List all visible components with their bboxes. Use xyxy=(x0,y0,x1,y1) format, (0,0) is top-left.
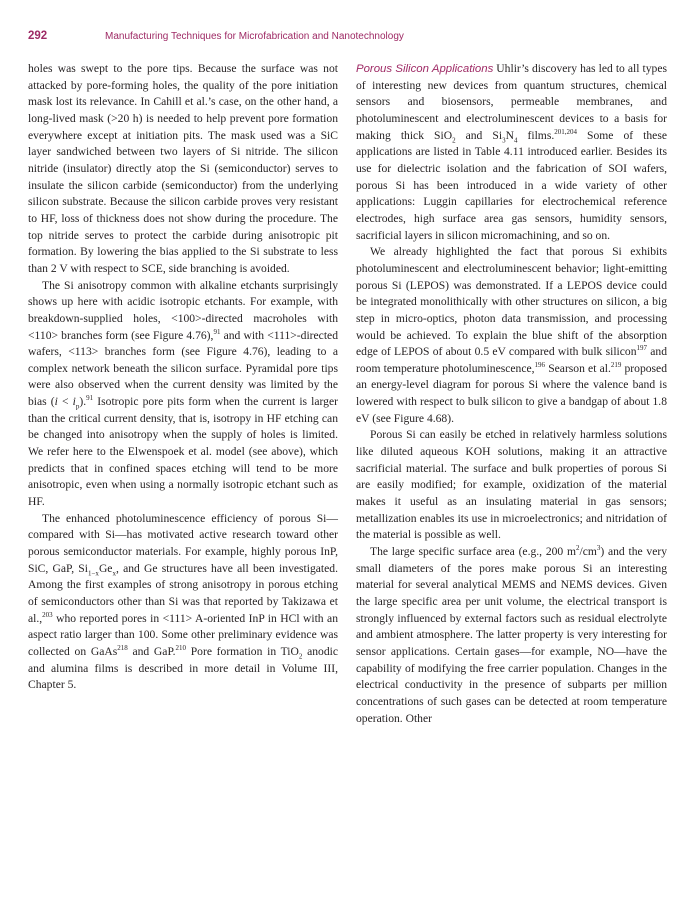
paragraph: The large specific surface area (e.g., 200 $m^2/cm^3$) and the very small diameters of the pores make porous Si an interesting material for several analytical MEMS and NEMS devices. Given the large specific area per unit volume, the electrical transport is strongly influenced by external factors such as residual electrolyte and ambient atmosphere. The latter property is very interesting for sensor applications. Certain gases—for example, NO—have the capability of modifying the free carrier population. Changes in the electrical conductivity in the presence of subparts per million concentrations of such gases can be detected at room temperature operation. Other xyxy=(356,544,667,725)
paragraph: holes was swept to the pore tips. Because the surface was not attacked by pore-forming holes, the quality of the pore initiation mask lost its relevance. In Cahill et al.’s case, on the other hand, a long-lived mask (>20 h) is needed to help prevent pore formation everywhere except at initiation pits. The mask used was a SiC layer sandwiched between two layers of Si nitride. The silicon nitride (insulator) directly atop the Si (semiconductor) serves to insulate the silicon carbide (semiconductor) from the underlying silicon substrate. Because the silicon carbide proves very resistant to HF, loss of thickness does not show during the procedure. The top nitride serves to protect the carbide during anisotropic pit formation. By lowering the bias applied to the Si substrate to less than 2 V with respect to SCE, side branching is avoided. xyxy=(28,62,338,275)
left-column xyxy=(28,61,338,694)
paragraph: The enhanced photoluminescence efficiency of porous Si—compared with Si—has motivated active research toward other porous semiconductor materials. For example, highly porous InP, SiC, GaP, $Si_{1-x}Ge_x$, and Ge structures have all been investigated. Among the first examples of strong anisotropy in porous etching of semiconductors other than Si was that reported by Takizawa et al.,$^{203}$ who reported pores in <111> A-oriented InP in HCl with an aspect ratio larger than 100. Some other preliminary evidence was collected on GaAs$^{218}$ and GaP.$^{210}$ Pore formation in TiO$_2$ anodic and alumina films is described in more detail in Volume III, Chapter 5. xyxy=(28,511,339,692)
page-number: 292 xyxy=(28,30,48,42)
paragraph: The Si anisotropy common with alkaline etchants surprisingly shows up here with acidic isotropic etchants. For example, with breakdown-supplied holes, <100>-directed macroholes with <110> branches form (see Figure 4.76),$^{91}$ and with <111>-directed wafers, <113> branches form (see Figure 4.76), leading to a complex network beneath the silicon surface. Pyramidal pore tips were also observed when the current density was limited by the bias $(i < i_p).^{91}$ Isotropic pore pits form when the current is larger than the critical current density, that is, isotropy in HF etching can be changed into anisotropy when the supply of holes is limited. We refer here to the Elwenspoek et al. model (see above), which predicts that in confined spaces etching will tend to be more anisotropic, even when using a normally isotropic etchant such as HF. xyxy=(28,278,338,509)
paragraph: Porous Silicon Applications Uhlir’s discovery has led to all types of interesting new devices from quantum structures, chemical sensors and biosensors, permeable membranes, and photoluminescent and electroluminescent devices to a basis for making thick SiO$_2$ and $Si_3N_4$ films.$^{201,204}$ Some of these applications are listed in Table 4.11 introduced earlier. Besides its use for dielectric isolation and the fabrication of SOI wafers, porous Si has been introduced in a wide variety of other applications: Luggin capillaries for electrochemical reference electrodes, high surface area gas sensors, humidity sensors, sacrificial layers in silicon micromachining, and so on. xyxy=(356,62,667,242)
paragraph: We already highlighted the fact that porous Si exhibits photoluminescent and electroluminescent behavior; light-emitting porous Si (LEPOS) was demonstrated. If a LEPOS device could be integrated monolithically with other structures on silicon, a big step in micro-optics, photon data transmission, and processing would be achieved. To explain the blue shift of the absorption edge of LEPOS of about 0.5 eV compared with bulk silicon$^{197}$ and room temperature photoluminescence,$^{196}$ Searson et al.$^{219}$ proposed an energy-level diagram for porous Si where the valence band is lowered with respect to bulk silicon to give a bandgap of about 1.8 eV (see Figure 4.68). xyxy=(356,245,668,425)
section-subheading: Porous Silicon Applications xyxy=(356,63,494,75)
running-title: Manufacturing Techniques for Microfabrication and Nanotechnology xyxy=(105,31,404,42)
paragraph: Porous Si can easily be etched in relatively harmless solutions like diluted aqueous KOH solutions, making it an attractive sacrificial material. The surface and bulk properties of porous Si are easily modified; for example, oxidization of the material makes it useful as an insulating material in gas sensors; metallization enables its use in microelectronics; and nitridation of the material is possible as well. xyxy=(356,428,667,542)
right-column xyxy=(356,61,667,727)
